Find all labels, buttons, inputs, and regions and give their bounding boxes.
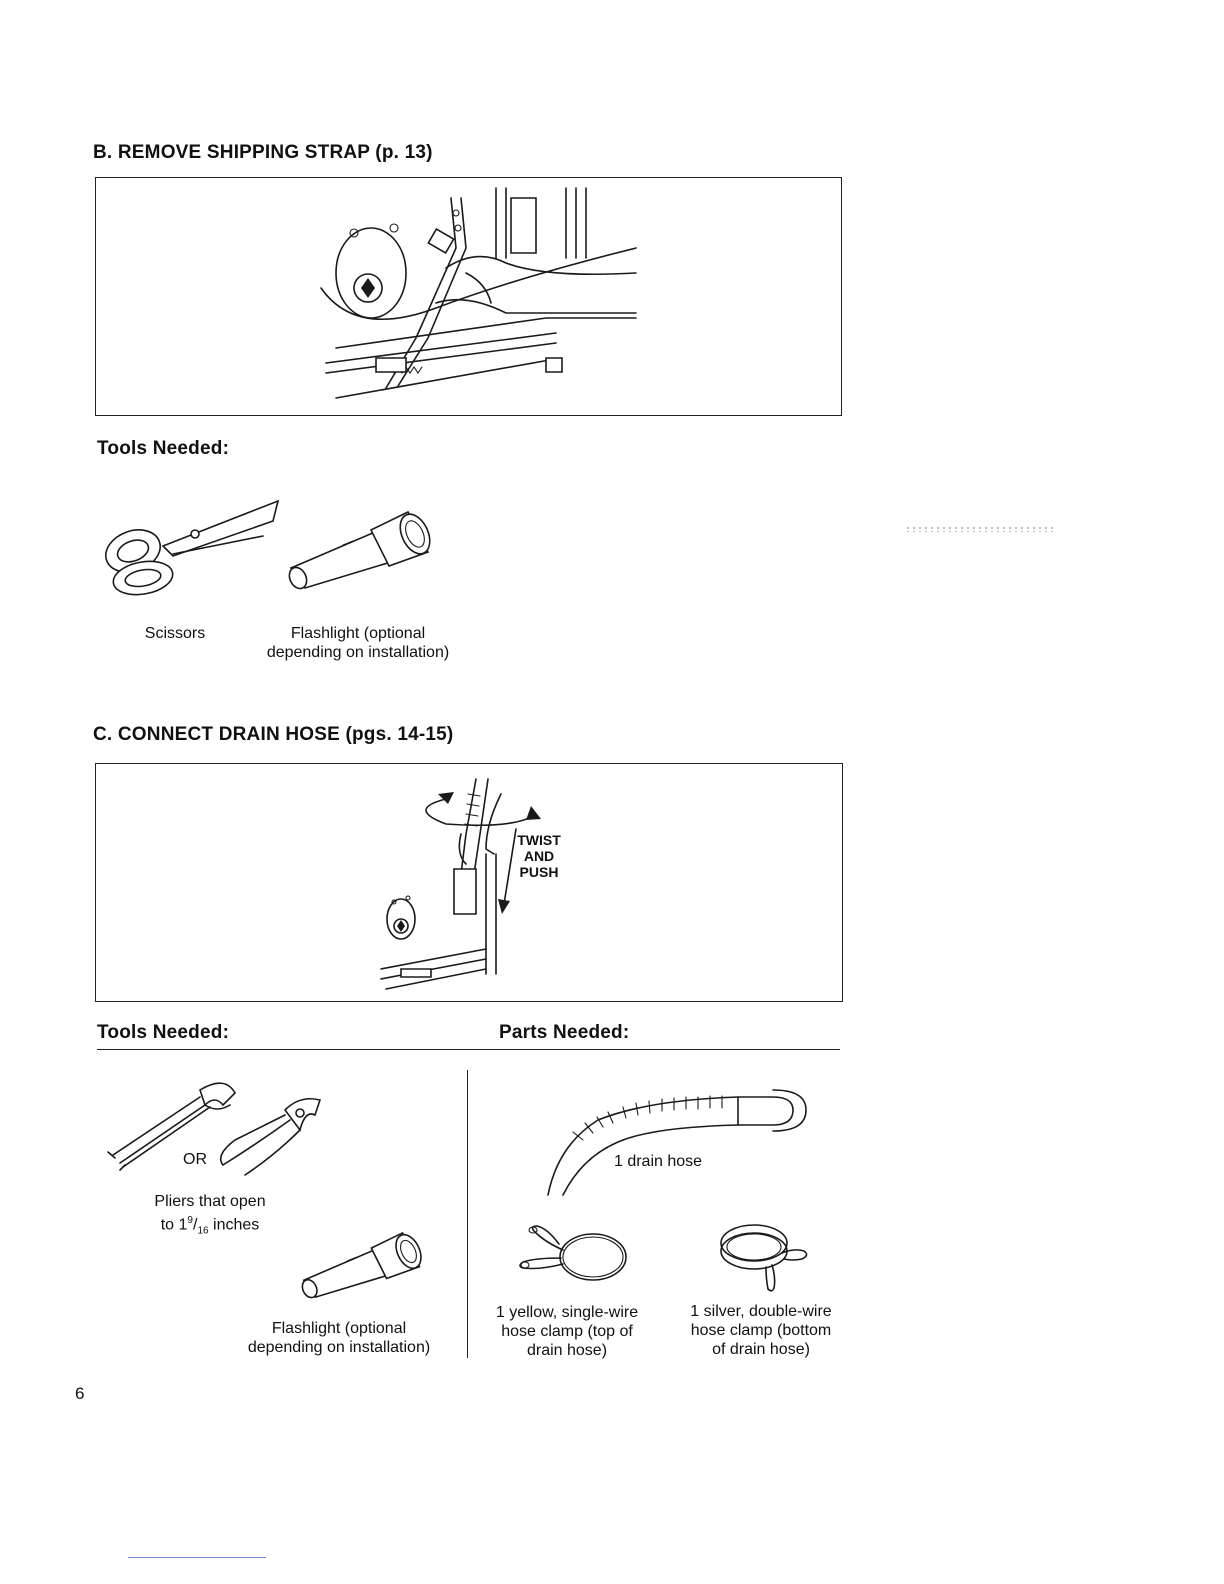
shipping-strap-illustration [316, 188, 646, 413]
double-wire-clamp-caption [676, 1302, 846, 1359]
single-wire-clamp-caption-line2: hose clamp (top of [501, 1323, 633, 1340]
flashlight-caption-c-line2: depending on installation) [247, 1339, 431, 1356]
double-wire-clamp-icon [714, 1213, 814, 1293]
flashlight-caption-c-line1: Flashlight (optional [271, 1320, 407, 1337]
flashlight-caption-b-line1: Flashlight (optional [290, 625, 426, 642]
shipping-strap-illustration-frame [95, 177, 842, 416]
pliers-icon [105, 1075, 335, 1180]
scan-speckle [905, 526, 1055, 532]
single-wire-clamp-caption-line1: 1 yellow, single-wire [495, 1304, 639, 1321]
twist-and-push-label [514, 832, 564, 880]
scissors-caption: Scissors [144, 625, 206, 642]
pliers-caption-sub: 16 [197, 1225, 209, 1237]
pliers-caption-slash: / [192, 1216, 198, 1234]
flashlight-icon [297, 1230, 422, 1300]
drain-hose-illustration-frame [95, 763, 843, 1002]
push-word: PUSH [519, 864, 559, 880]
pliers-or-text: OR [183, 1151, 207, 1168]
flashlight-caption-c [221, 1319, 457, 1357]
double-wire-clamp-caption-line2: hose clamp (bottom [690, 1322, 832, 1339]
single-wire-clamp-caption-line3: drain hose) [526, 1342, 608, 1359]
pliers-caption-prefix: to 1 [160, 1216, 188, 1234]
page-number: 6 [75, 1384, 85, 1403]
flashlight-icon [283, 510, 431, 590]
section-b-heading: B. REMOVE SHIPPING STRAP (p. 13) [93, 142, 433, 163]
section-c-heading: C. CONNECT DRAIN HOSE (pgs. 14-15) [93, 724, 454, 745]
section-c-header-rule [97, 1049, 840, 1050]
drain-hose-caption: 1 drain hose [613, 1153, 703, 1170]
and-word: AND [523, 848, 555, 864]
tools-parts-divider [467, 1070, 468, 1358]
section-c-parts-label: Parts Needed: [499, 1022, 630, 1043]
section-b-tools-label: Tools Needed: [97, 438, 230, 459]
single-wire-clamp-caption [484, 1303, 650, 1360]
pliers-caption [122, 1192, 298, 1241]
pliers-caption-line2 [122, 1211, 298, 1241]
double-wire-clamp-caption-line3: of drain hose) [712, 1341, 810, 1358]
single-wire-clamp-icon [515, 1222, 630, 1287]
section-c-tools-label: Tools Needed: [97, 1022, 230, 1043]
drain-hose-illustration [376, 774, 546, 994]
pliers-caption-sup: 9 [187, 1215, 193, 1226]
scissors-icon [103, 496, 283, 601]
double-wire-clamp-caption-line1: 1 silver, double-wire [690, 1303, 832, 1320]
twist-word: TWIST [517, 832, 561, 848]
flashlight-caption-b [240, 624, 476, 662]
bottom-blue-rule [128, 1557, 266, 1558]
flashlight-caption-b-line2: depending on installation) [266, 644, 450, 661]
drain-hose-icon [538, 1085, 813, 1200]
pliers-caption-line1: Pliers that open [154, 1193, 266, 1210]
pliers-caption-suffix: inches [208, 1216, 260, 1234]
